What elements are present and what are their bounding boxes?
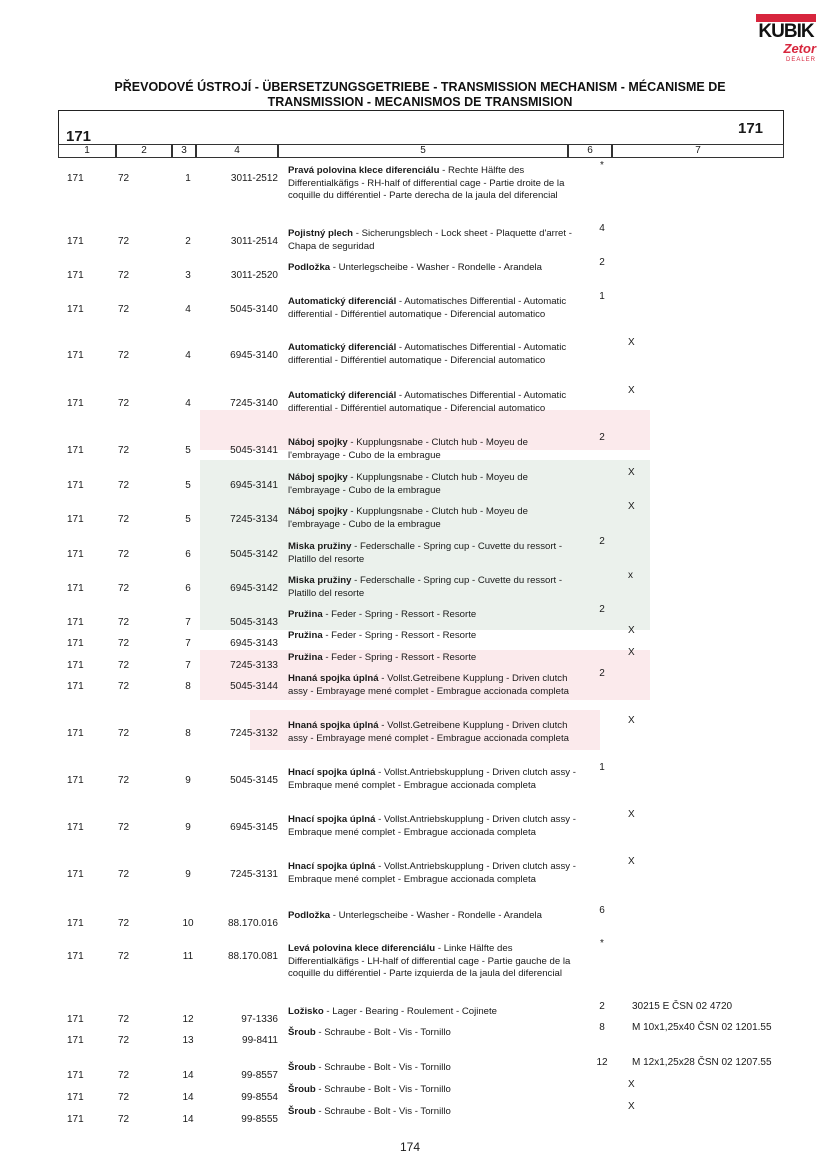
- row-part-translations: - Feder - Spring - Ressort - Resorte: [322, 652, 477, 663]
- row-position: 8: [185, 728, 191, 739]
- row-group-code: 171: [67, 681, 84, 692]
- row-subgroup-code: 72: [118, 270, 130, 281]
- row-description: [288, 630, 578, 643]
- row-part-name: Podložka: [288, 910, 331, 921]
- row-group-code: 171: [67, 270, 84, 281]
- row-subgroup-code: 72: [118, 822, 130, 833]
- row-position: 2: [185, 236, 191, 247]
- row-group-code: 171: [67, 918, 84, 929]
- row-subgroup-code: 72: [118, 775, 130, 786]
- row-group-code: 171: [67, 173, 84, 184]
- logo-tag-text: DEALER: [785, 57, 816, 63]
- row-subgroup-code: 72: [118, 480, 130, 491]
- row-description: [288, 943, 578, 981]
- row-description: [288, 1084, 578, 1097]
- row-part-translations: - Rechte Hälfte des Differentialkäfigs - RH-half of differential cage - Partie droite de la coquille du différentiel - Parte derecha de la jaula del diferencial: [288, 165, 565, 201]
- row-position: 9: [185, 775, 191, 786]
- row-part-name: Miska pružiny: [288, 575, 352, 586]
- row-group-code: 171: [67, 398, 84, 409]
- row-group-code: 171: [67, 549, 84, 560]
- row-note: X: [628, 467, 635, 478]
- column-number-1: 1: [58, 144, 116, 158]
- row-part-translations: - Kupplungsnabe - Clutch hub - Moyeu de l'embrayage - Cubo de la embrague: [288, 472, 528, 496]
- row-description: [288, 296, 578, 321]
- column-number-6: 6: [568, 144, 612, 158]
- row-quantity: 8: [599, 1022, 605, 1033]
- row-part-number: 5045-3145: [230, 775, 278, 786]
- column-number-3: 3: [172, 144, 196, 158]
- row-part-translations: - Feder - Spring - Ressort - Resorte: [322, 609, 477, 620]
- row-subgroup-code: 72: [118, 1035, 130, 1046]
- row-group-code: 171: [67, 480, 84, 491]
- row-part-translations: - Automatisches Differential - Automatic differential - Différentiel automatique - Diferencial automatico: [288, 342, 567, 366]
- row-part-name: Podložka: [288, 262, 331, 273]
- row-description: [288, 652, 578, 665]
- row-part-number: 3011-2520: [230, 270, 278, 281]
- row-description: [288, 506, 578, 531]
- row-part-number: 5045-3143: [230, 617, 278, 628]
- row-subgroup-code: 72: [118, 549, 130, 560]
- row-group-code: 171: [67, 775, 84, 786]
- row-position: 7: [185, 660, 191, 671]
- row-quantity: 1: [599, 762, 605, 773]
- row-quantity: *: [600, 160, 604, 171]
- column-number-7: 7: [612, 144, 784, 158]
- row-position: 14: [182, 1070, 194, 1081]
- row-description: [288, 609, 578, 622]
- row-part-name: Náboj spojky: [288, 472, 348, 483]
- row-position: 6: [185, 583, 191, 594]
- row-note: M 12x1,25x28 ČSN 02 1207.55: [632, 1057, 772, 1068]
- row-subgroup-code: 72: [118, 617, 130, 628]
- row-part-number: 99-8555: [241, 1114, 278, 1125]
- logo-brand-text: KUBIK: [756, 22, 816, 42]
- row-group-code: 171: [67, 728, 84, 739]
- row-part-name: Pružina: [288, 630, 323, 641]
- row-part-name: Pravá polovina klece diferenciálu: [288, 165, 440, 176]
- row-note: 30215 E ČSN 02 4720: [632, 1001, 733, 1012]
- row-description: [288, 342, 578, 367]
- row-description: [288, 767, 578, 792]
- row-description: [288, 720, 578, 745]
- row-quantity: 4: [599, 223, 605, 234]
- row-description: [288, 673, 578, 698]
- row-group-code: 171: [67, 869, 84, 880]
- row-part-translations: - Linke Hälfte des Differentialkäfigs - LH-half of differential cage - Partie gauche de la coquille du différentiel - Parte izquierda de la jaula del diferencial: [288, 943, 571, 979]
- row-subgroup-code: 72: [118, 445, 130, 456]
- row-quantity: *: [600, 938, 604, 949]
- row-quantity: 1: [599, 291, 605, 302]
- column-number-2: 2: [116, 144, 172, 158]
- row-position: 5: [185, 480, 191, 491]
- row-part-name: Hnací spojka úplná: [288, 814, 376, 825]
- row-part-translations: - Vollst.Antriebskupplung - Driven clutch assy - Embraque mené complet - Embrague accionada completa: [288, 814, 576, 838]
- row-note: X: [628, 337, 635, 348]
- row-part-number: 5045-3141: [230, 445, 278, 456]
- row-description: [288, 1106, 578, 1119]
- row-subgroup-code: 72: [118, 1014, 130, 1025]
- column-number-4: 4: [196, 144, 278, 158]
- row-group-code: 171: [67, 638, 84, 649]
- row-position: 9: [185, 822, 191, 833]
- row-part-number: 7245-3132: [230, 728, 278, 739]
- row-part-translations: - Automatisches Differential - Automatic differential - Différentiel automatique - Diferencial automatico: [288, 390, 567, 414]
- row-subgroup-code: 72: [118, 173, 130, 184]
- row-position: 4: [185, 304, 191, 315]
- row-group-code: 171: [67, 951, 84, 962]
- row-description: [288, 861, 578, 886]
- row-group-code: 171: [67, 445, 84, 456]
- row-part-name: Šroub: [288, 1106, 316, 1117]
- row-part-name: Automatický diferenciál: [288, 390, 397, 401]
- row-position: 7: [185, 617, 191, 628]
- row-part-number: 7245-3140: [230, 398, 278, 409]
- row-part-translations: - Vollst.Antriebskupplung - Driven clutch assy - Embraque mené complet - Embrague accionada completa: [288, 861, 576, 885]
- row-position: 10: [182, 918, 194, 929]
- row-part-translations: - Schraube - Bolt - Vis - Tornillo: [315, 1106, 451, 1117]
- group-number-left: 171: [66, 128, 92, 145]
- row-quantity: 2: [599, 1001, 605, 1012]
- row-subgroup-code: 72: [118, 514, 130, 525]
- row-subgroup-code: 72: [118, 236, 130, 247]
- row-part-translations: - Vollst.Getreibene Kupplung - Driven clutch assy - Embrayage mené complet - Embrague accionada completa: [288, 673, 570, 697]
- row-group-code: 171: [67, 1070, 84, 1081]
- row-part-name: Levá polovina klece diferenciálu: [288, 943, 436, 954]
- row-position: 4: [185, 398, 191, 409]
- row-part-name: Automatický diferenciál: [288, 342, 397, 353]
- row-position: 6: [185, 549, 191, 560]
- row-group-code: 171: [67, 350, 84, 361]
- row-part-name: Automatický diferenciál: [288, 296, 397, 307]
- row-description: [288, 814, 578, 839]
- row-part-translations: - Kupplungsnabe - Clutch hub - Moyeu de l'embrayage - Cubo de la embrague: [288, 437, 528, 461]
- row-part-number: 6945-3142: [230, 583, 278, 594]
- row-position: 5: [185, 445, 191, 456]
- row-subgroup-code: 72: [118, 660, 130, 671]
- row-description: [288, 437, 578, 462]
- row-subgroup-code: 72: [118, 728, 130, 739]
- row-part-name: Šroub: [288, 1084, 316, 1095]
- row-part-number: 97-1336: [241, 1014, 278, 1025]
- row-quantity: 12: [596, 1057, 608, 1068]
- row-group-code: 171: [67, 822, 84, 833]
- row-part-number: 99-8411: [242, 1035, 278, 1046]
- row-group-code: 171: [67, 236, 84, 247]
- row-part-number: 3011-2512: [230, 173, 278, 184]
- row-part-number: 6945-3141: [230, 480, 278, 491]
- row-part-number: 5045-3142: [230, 549, 278, 560]
- row-part-translations: - Kupplungsnabe - Clutch hub - Moyeu de l'embrayage - Cubo de la embrague: [288, 506, 528, 530]
- row-position: 7: [185, 638, 191, 649]
- row-part-translations: - Federschalle - Spring cup - Cuvette du ressort - Platillo del resorte: [288, 541, 563, 565]
- row-position: 5: [185, 514, 191, 525]
- row-subgroup-code: 72: [118, 951, 130, 962]
- row-quantity: 2: [599, 668, 605, 679]
- row-part-translations: - Sicherungsblech - Lock sheet - Plaquette d'arret - Chapa de seguridad: [288, 228, 572, 252]
- row-description: [288, 575, 578, 600]
- row-description: [288, 541, 578, 566]
- row-subgroup-code: 72: [118, 681, 130, 692]
- row-part-number: 88.170.081: [227, 951, 278, 962]
- page-title: PŘEVODOVÉ ÚSTROJÍ - ÜBERSETZUNGSGETRIEBE - TRANSMISSION MECHANISM - MÉCANISME DE TRANSMISSION - MECANISMOS DE TRANSMISION: [114, 80, 726, 109]
- row-group-code: 171: [67, 1092, 84, 1103]
- row-note: X: [628, 856, 635, 867]
- row-description: [288, 390, 578, 415]
- row-quantity: 2: [599, 432, 605, 443]
- row-part-number: 99-8557: [241, 1070, 278, 1081]
- row-part-number: 7245-3131: [230, 869, 278, 880]
- row-part-name: Ložisko: [288, 1006, 324, 1017]
- row-quantity: 2: [599, 257, 605, 268]
- row-part-name: Pružina: [288, 609, 323, 620]
- row-description: [288, 1006, 578, 1019]
- row-position: 8: [185, 681, 191, 692]
- row-subgroup-code: 72: [118, 304, 130, 315]
- row-note: X: [628, 501, 635, 512]
- row-note: X: [628, 385, 635, 396]
- row-group-code: 171: [67, 617, 84, 628]
- row-part-number: 6945-3145: [230, 822, 278, 833]
- row-part-translations: - Lager - Bearing - Roulement - Cojinete: [323, 1006, 498, 1017]
- group-number-right: 171: [738, 120, 764, 137]
- row-quantity: 2: [599, 536, 605, 547]
- row-note: X: [628, 647, 635, 658]
- row-subgroup-code: 72: [118, 1092, 130, 1103]
- row-part-name: Náboj spojky: [288, 437, 348, 448]
- row-description: [288, 910, 578, 923]
- row-subgroup-code: 72: [118, 350, 130, 361]
- row-part-translations: - Automatisches Differential - Automatic differential - Différentiel automatique - Diferencial automatico: [288, 296, 567, 320]
- row-subgroup-code: 72: [118, 918, 130, 929]
- row-description: [288, 228, 578, 253]
- logo-sub-text: Zetor: [783, 41, 816, 56]
- row-part-number: 88.170.016: [227, 918, 278, 929]
- row-group-code: 171: [67, 304, 84, 315]
- row-part-translations: - Vollst.Antriebskupplung - Driven clutch assy - Embraque mené complet - Embrague accionada completa: [288, 767, 576, 791]
- row-part-number: 5045-3144: [230, 681, 278, 692]
- column-number-5: 5: [278, 144, 568, 158]
- row-part-number: 6945-3143: [230, 638, 278, 649]
- row-description: [288, 262, 578, 275]
- row-part-number: 3011-2514: [230, 236, 278, 247]
- row-position: 11: [182, 951, 194, 962]
- row-part-name: Náboj spojky: [288, 506, 348, 517]
- row-part-translations: - Schraube - Bolt - Vis - Tornillo: [315, 1027, 451, 1038]
- row-group-code: 171: [67, 660, 84, 671]
- row-position: 12: [182, 1014, 194, 1025]
- row-part-number: 99-8554: [241, 1092, 278, 1103]
- row-part-number: 7245-3134: [230, 514, 278, 525]
- row-part-translations: - Feder - Spring - Ressort - Resorte: [322, 630, 477, 641]
- row-note: M 10x1,25x40 ČSN 02 1201.55: [632, 1022, 772, 1033]
- row-subgroup-code: 72: [118, 869, 130, 880]
- row-position: 14: [182, 1114, 194, 1125]
- row-part-name: Hnaná spojka úplná: [288, 673, 379, 684]
- row-part-name: Šroub: [288, 1062, 316, 1073]
- row-description: [288, 472, 578, 497]
- row-subgroup-code: 72: [118, 1114, 130, 1125]
- row-position: 9: [185, 869, 191, 880]
- row-description: [288, 165, 578, 203]
- row-subgroup-code: 72: [118, 583, 130, 594]
- row-description: [288, 1062, 578, 1075]
- row-group-code: 171: [67, 583, 84, 594]
- row-part-translations: - Unterlegscheibe - Washer - Rondelle - Arandela: [330, 262, 542, 273]
- row-position: 14: [182, 1092, 194, 1103]
- row-note: X: [628, 1079, 635, 1090]
- row-part-translations: - Schraube - Bolt - Vis - Tornillo: [315, 1084, 451, 1095]
- row-subgroup-code: 72: [118, 398, 130, 409]
- row-subgroup-code: 72: [118, 638, 130, 649]
- row-part-name: Šroub: [288, 1027, 316, 1038]
- row-part-number: 7245-3133: [230, 660, 278, 671]
- row-part-name: Hnací spojka úplná: [288, 767, 376, 778]
- row-position: 13: [182, 1035, 194, 1046]
- row-group-code: 171: [67, 1114, 84, 1125]
- row-part-name: Pojistný plech: [288, 228, 354, 239]
- row-note: X: [628, 715, 635, 726]
- page-number: 174: [399, 1140, 421, 1154]
- row-part-translations: - Unterlegscheibe - Washer - Rondelle - Arandela: [330, 910, 542, 921]
- row-quantity: 6: [599, 905, 605, 916]
- row-part-translations: - Federschalle - Spring cup - Cuvette du ressort - Platillo del resorte: [288, 575, 563, 599]
- row-note: X: [628, 809, 635, 820]
- row-subgroup-code: 72: [118, 1070, 130, 1081]
- row-part-number: 5045-3140: [230, 304, 278, 315]
- row-group-code: 171: [67, 1014, 84, 1025]
- row-position: 1: [185, 173, 191, 184]
- row-part-name: Hnaná spojka úplná: [288, 720, 379, 731]
- row-note: X: [628, 1101, 635, 1112]
- row-description: [288, 1027, 578, 1040]
- row-part-name: Hnací spojka úplná: [288, 861, 376, 872]
- row-part-name: Pružina: [288, 652, 323, 663]
- row-position: 3: [185, 270, 191, 281]
- row-group-code: 171: [67, 514, 84, 525]
- row-part-number: 6945-3140: [230, 350, 278, 361]
- row-part-translations: - Schraube - Bolt - Vis - Tornillo: [315, 1062, 451, 1073]
- row-part-name: Miska pružiny: [288, 541, 352, 552]
- row-quantity: 2: [599, 604, 605, 615]
- row-group-code: 171: [67, 1035, 84, 1046]
- row-note: x: [628, 570, 633, 581]
- row-note: X: [628, 625, 635, 636]
- row-part-translations: - Vollst.Getreibene Kupplung - Driven clutch assy - Embrayage mené complet - Embrague accionada completa: [288, 720, 570, 744]
- row-position: 4: [185, 350, 191, 361]
